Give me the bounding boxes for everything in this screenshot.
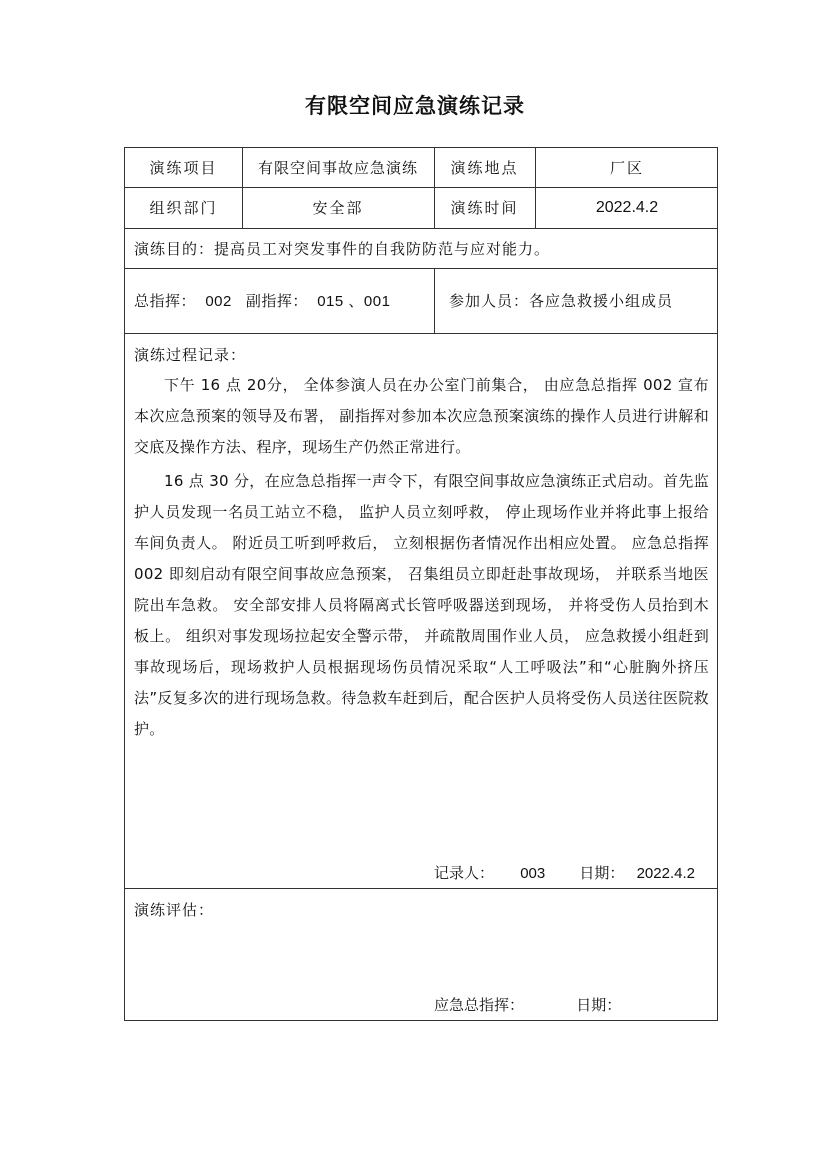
process-record-label: 演练过程记录： [134, 346, 247, 364]
evaluation-label: 演练评估： [134, 901, 215, 919]
value-drill-time: 2022.4.2 [595, 198, 659, 216]
process-paragraph: 下午 16 点 20分， 全体参演人员在办公室门前集合， 由应急总指挥 002 宣布本次应急预案的领导及布署， 副指挥对参加本次应急预案演练的操作人员进行讲解和交底及操作方法、程序，现场生产仍然正常进行。 [134, 376, 709, 456]
process-paragraph: 16 点 30 分，在应急总指挥一声令下，有限空间事故应急演练正式启动。首先监护人员发现一名员工站立不稳， 监护人员立刻呼救， 停止现场作业并将此事上报给车间负责人。 附近员工听到呼救后， 立刻根据伤者情况作出相应处置。 应急总指挥 002 即刻启动有限空间事故应急预案， 召集组员立即赶赴事故现场， 并联系当地医院出车急救。 安全部安排人员将隔离式长管呼吸器送到现场， 并将受伤人员抬到木板上。 组织对事发现场拉起安全警示带， 并疏散周围作业人员， 应急救援小组赶到事故现场后，现场救护人员根据现场伤员情况采取“人工呼吸法”和“心脏胸外挤压法”反复多次的进行现场急救。待急救车赶到后，配合医护人员将受伤人员送往医院救护。 [134, 472, 709, 738]
evaluation-date-label: 日期： [576, 997, 622, 1014]
value-organizing-department: 安全部 [312, 199, 364, 217]
participants: 参加人员：各应急救援小组成员 [449, 292, 674, 310]
drill-purpose: 演练目的：提高员工对突发事件的自我防防范与应对能力。 [134, 239, 551, 258]
recorder-line [434, 862, 695, 883]
row-divider [125, 888, 717, 889]
label-organizing-department: 组织部门 [149, 199, 218, 217]
commanders: 总指挥： 002 副指挥： 015 、001 [134, 293, 391, 310]
label-drill-location: 演练地点 [450, 159, 519, 177]
label-drill-project: 演练项目 [149, 159, 218, 177]
evaluation-signature-line [434, 994, 621, 1015]
record-date-label: 日期： [579, 865, 625, 882]
value-drill-project: 有限空间事故应急演练 [257, 159, 418, 177]
page-title: 有限空间应急演练记录 [305, 94, 525, 118]
record-date-value: 2022.4.2 [636, 865, 695, 882]
drill-record-table [124, 147, 718, 1021]
commander-signature-label: 应急总指挥： [434, 997, 525, 1014]
process-record-text [134, 370, 709, 745]
value-drill-location: 厂区 [609, 159, 644, 177]
label-drill-time: 演练时间 [450, 199, 519, 217]
row-divider [125, 333, 717, 334]
recorder-value: 003 [520, 865, 546, 882]
recorder-label: 记录人： [434, 865, 495, 882]
